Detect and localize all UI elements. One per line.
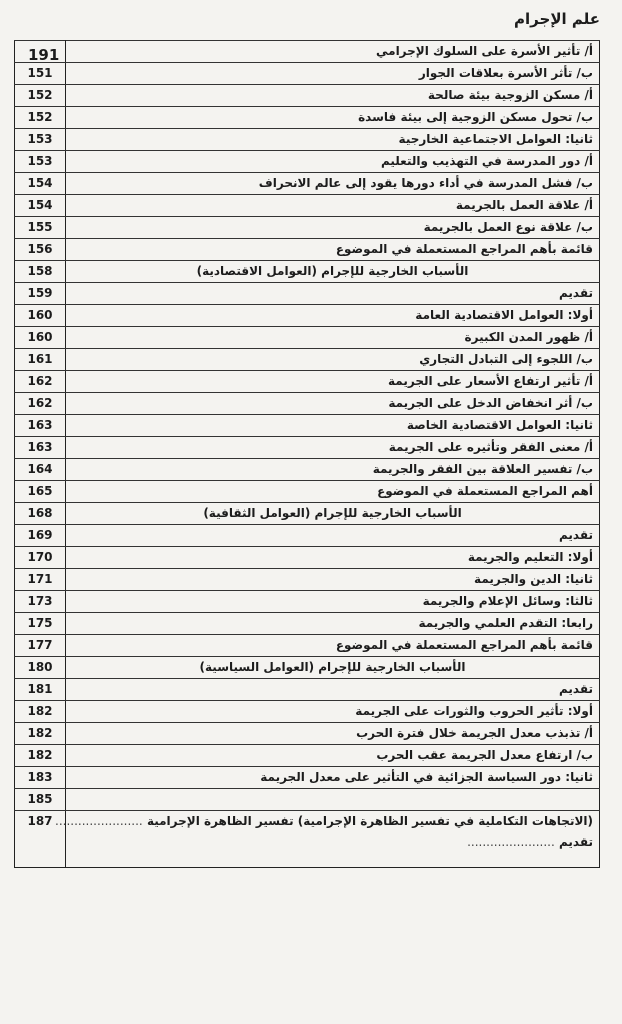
toc-page-number: 180 — [15, 657, 66, 679]
toc-page-number — [15, 41, 66, 63]
toc-chapter-row — [15, 503, 600, 525]
toc-page-number: 154 — [15, 173, 66, 195]
toc-entry-title: ثالثا: وسائل الإعلام والجريمة — [66, 591, 600, 613]
toc-row — [15, 569, 600, 591]
toc-row — [15, 613, 600, 635]
toc-row — [15, 107, 600, 129]
toc-row — [15, 305, 600, 327]
toc-entry-title: تقديم — [66, 283, 600, 305]
toc-entry-title: قائمة بأهم المراجع المستعملة في الموضوع — [66, 239, 600, 261]
toc-row — [15, 239, 600, 261]
toc-page-number: 152 — [15, 85, 66, 107]
toc-table — [14, 40, 600, 868]
toc-entry-title: أ/ مسكن الزوجية بيئة صالحة — [66, 85, 600, 107]
toc-last-line — [55, 811, 593, 832]
toc-row — [15, 745, 600, 767]
toc-entry-title: أ/ تأثير ارتفاع الأسعار على الجريمة — [66, 371, 600, 393]
toc-row — [15, 283, 600, 305]
toc-entry-title: أ/ معنى الفقر وتأثيره على الجريمة — [66, 437, 600, 459]
toc-page-number: 153 — [15, 129, 66, 151]
toc-page-number: 185 — [15, 789, 66, 811]
toc-last-subtitle: تقديم — [559, 835, 593, 849]
toc-entry-title: أ/ علاقة العمل بالجريمة — [66, 195, 600, 217]
toc-entry-title: قائمة بأهم المراجع المستعملة في الموضوع — [66, 635, 600, 657]
toc-row — [15, 635, 600, 657]
toc-row — [15, 415, 600, 437]
toc-page-number: 160 — [15, 327, 66, 349]
toc-body — [15, 41, 600, 811]
toc-page-number: 182 — [15, 701, 66, 723]
page-number: 191 — [28, 46, 60, 64]
toc-row — [15, 723, 600, 745]
toc-leader-dots: ....................... — [467, 835, 555, 849]
toc-page-number: 155 — [15, 217, 66, 239]
toc-page-number: 165 — [15, 481, 66, 503]
toc-row — [15, 547, 600, 569]
toc-page-number: 183 — [15, 767, 66, 789]
toc-chapter-row — [15, 657, 600, 679]
toc-entry-title: ب/ اللجوء إلى التبادل التجاري — [66, 349, 600, 371]
toc-entry-title: ب/ ارتفاع معدل الجريمة عقب الحرب — [66, 745, 600, 767]
toc-entry-title: ثانيا: العوامل الاقتصادية الخاصة — [66, 415, 600, 437]
toc-page-number: 152 — [15, 107, 66, 129]
toc-chapter-title: الأسباب الخارجية للإجرام (العوامل الاقتصادية) — [66, 261, 600, 283]
toc-page-number: 171 — [15, 569, 66, 591]
toc-chapter-title: الأسباب الخارجية للإجرام (العوامل السياسية) — [66, 657, 600, 679]
running-header: علم الإجرام — [514, 10, 600, 28]
toc-entry-title — [66, 789, 600, 811]
toc-row — [15, 459, 600, 481]
toc-page-number: 164 — [15, 459, 66, 481]
toc-row — [15, 85, 600, 107]
toc-entry-title: أ/ تذبذب معدل الجريمة خلال فترة الحرب — [66, 723, 600, 745]
toc-row — [15, 173, 600, 195]
toc-row — [15, 393, 600, 415]
toc-last-line — [66, 832, 593, 853]
toc-row — [15, 481, 600, 503]
toc-entry-title: ب/ تأثر الأسرة بعلاقات الجوار — [66, 63, 600, 85]
toc-page-number: 151 — [15, 63, 66, 85]
toc-page-number: 170 — [15, 547, 66, 569]
toc-row — [15, 151, 600, 173]
toc-page-number: 153 — [15, 151, 66, 173]
toc-entry-title: أ/ تأثير الأسرة على السلوك الإجرامي — [66, 41, 600, 63]
toc-entry-title: أولا: تأثير الحروب والثورات على الجريمة — [66, 701, 600, 723]
toc-row — [15, 327, 600, 349]
toc-entry-title: أولا: العوامل الاقتصادية العامة — [66, 305, 600, 327]
toc-chapter-row — [15, 261, 600, 283]
toc-entry-title: تقديم — [66, 525, 600, 547]
toc-entry-title: أ/ ظهور المدن الكبيرة — [66, 327, 600, 349]
toc-row — [15, 41, 600, 63]
toc-leader-dots: ....................... — [55, 814, 143, 828]
toc-page-number: 169 — [15, 525, 66, 547]
toc-entry-title: ثانيا: العوامل الاجتماعية الخارجية — [66, 129, 600, 151]
toc-row — [15, 701, 600, 723]
toc-row — [15, 437, 600, 459]
toc-page-number: 161 — [15, 349, 66, 371]
toc-row — [15, 591, 600, 613]
toc-entry-title: ثانيا: دور السياسة الجزائية في التأثير على معدل الجريمة — [66, 767, 600, 789]
toc-page-number: 182 — [15, 745, 66, 767]
toc-row — [15, 195, 600, 217]
toc-page-number: 162 — [15, 393, 66, 415]
toc-page-number: 173 — [15, 591, 66, 613]
toc-page-number: 160 — [15, 305, 66, 327]
toc-entry-title: أولا: التعليم والجريمة — [66, 547, 600, 569]
toc-entry-title: ب/ تحول مسكن الزوجية إلى بيئة فاسدة — [66, 107, 600, 129]
toc-page-number: 177 — [15, 635, 66, 657]
toc-title-cell — [55, 811, 600, 868]
toc-row — [15, 217, 600, 239]
toc-entry-title: ب/ علاقة نوع العمل بالجريمة — [66, 217, 600, 239]
toc-row — [15, 679, 600, 701]
toc-entry-title: ب/ تفسير العلاقة بين الفقر والجريمة — [66, 459, 600, 481]
toc-page-number: 159 — [15, 283, 66, 305]
toc-page-number: 158 — [15, 261, 66, 283]
toc-page-number: 181 — [15, 679, 66, 701]
toc-entry-title: ثانيا: الدين والجريمة — [66, 569, 600, 591]
toc-row — [15, 525, 600, 547]
toc-entry-title: تقديم — [66, 679, 600, 701]
toc-row — [15, 63, 600, 85]
toc-page-number: 163 — [15, 437, 66, 459]
toc-entry-title: أهم المراجع المستعملة في الموضوع — [66, 481, 600, 503]
toc-page-number: 187 — [15, 811, 66, 868]
toc-row-last — [15, 811, 600, 868]
toc-entry-title: ب/ فشل المدرسة في أداء دورها يقود إلى عالم الانحراف — [66, 173, 600, 195]
toc-entry-title: أ/ دور المدرسة في التهذيب والتعليم — [66, 151, 600, 173]
toc-entry-title: ب/ أثر انخفاض الدخل على الجريمة — [66, 393, 600, 415]
toc-row — [15, 789, 600, 811]
toc-page-number: 175 — [15, 613, 66, 635]
toc-page-number: 154 — [15, 195, 66, 217]
toc-entry-title: رابعا: التقدم العلمي والجريمة — [66, 613, 600, 635]
toc-page-number: 162 — [15, 371, 66, 393]
toc-row — [15, 371, 600, 393]
toc-page-number: 168 — [15, 503, 66, 525]
toc-row — [15, 767, 600, 789]
toc-row — [15, 129, 600, 151]
toc-chapter-title: الأسباب الخارجية للإجرام (العوامل الثقافية) — [66, 503, 600, 525]
toc-last-title: (الاتجاهات التكاملية في تفسير الظاهرة الإجرامية) تفسير الظاهرة الإجرامية — [146, 814, 593, 828]
toc-page-number: 156 — [15, 239, 66, 261]
toc-page-number: 182 — [15, 723, 66, 745]
toc-row — [15, 349, 600, 371]
toc-page-number: 163 — [15, 415, 66, 437]
